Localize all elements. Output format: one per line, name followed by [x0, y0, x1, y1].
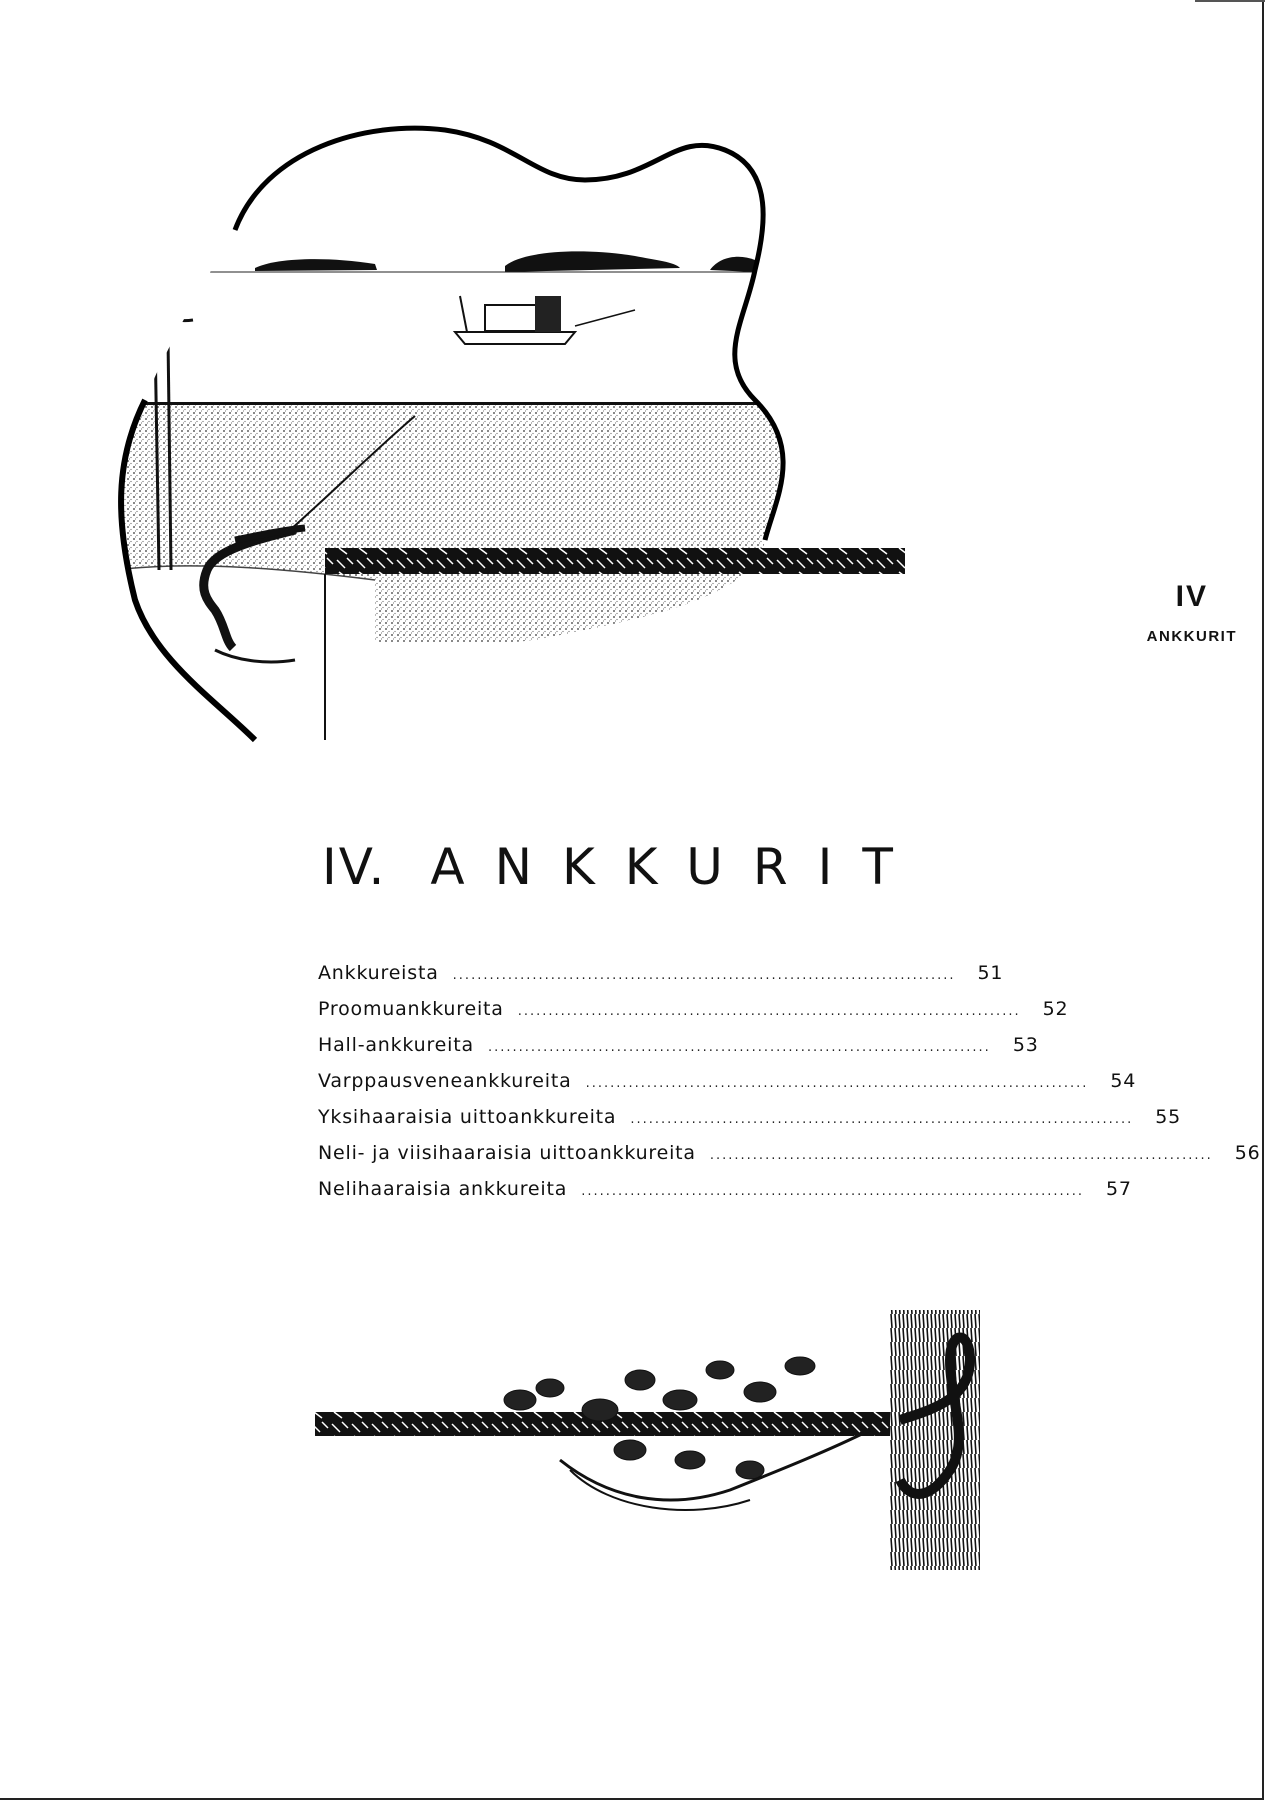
toc-leader: .................................................................................. [487, 1040, 991, 1055]
toc-entry [318, 1070, 1137, 1106]
toc-leader: .................................................................................. [452, 968, 956, 983]
toc-page-number: 54 [1110, 1070, 1137, 1092]
toc-label: Ankkureista [318, 962, 439, 984]
side-tab [1147, 580, 1237, 645]
toc-entry [318, 1142, 1261, 1178]
toc-leader: .................................................................................. [709, 1148, 1213, 1163]
toc-entry [318, 962, 1004, 998]
chapter-number: IV. [322, 838, 387, 896]
toc-label: Hall-ankkureita [318, 1034, 474, 1056]
toc-entry [318, 998, 1069, 1034]
toc-page-number: 56 [1234, 1142, 1261, 1164]
toc-leader: .................................................................................. [517, 1004, 1021, 1019]
lake-anchor-illustration [115, 100, 915, 740]
rope-tree-illustration [310, 1300, 990, 1580]
table-of-contents [318, 962, 1261, 1214]
toc-leader: .................................................................................. [581, 1184, 1085, 1199]
scan-mark [1195, 0, 1265, 2]
toc-entry [318, 1034, 1039, 1070]
toc-leader: .................................................................................. [585, 1076, 1089, 1091]
toc-entry [318, 1106, 1181, 1142]
toc-label: Neli- ja viisihaaraisia uittoankkureita [318, 1142, 696, 1164]
toc-label: Varppausveneankkureita [318, 1070, 572, 1092]
toc-entry [318, 1178, 1132, 1214]
chapter-title: ANKKURIT [430, 838, 923, 896]
toc-label: Yksihaaraisia uittoankkureita [318, 1106, 617, 1128]
side-tab-title: ANKKURIT [1146, 628, 1237, 645]
toc-page-number: 55 [1155, 1106, 1181, 1128]
rope-bar [325, 548, 905, 574]
toc-page-number: 57 [1106, 1178, 1132, 1200]
toc-leader: .................................................................................. [630, 1112, 1134, 1127]
toc-page-number: 51 [977, 962, 1004, 984]
toc-page-number: 53 [1012, 1034, 1039, 1056]
chapter-heading [322, 838, 923, 896]
side-tab-roman: IV [1175, 580, 1209, 613]
toc-label: Proomuankkureita [318, 998, 504, 1020]
toc-label: Nelihaaraisia ankkureita [318, 1178, 568, 1200]
toc-page-number: 52 [1042, 998, 1069, 1020]
